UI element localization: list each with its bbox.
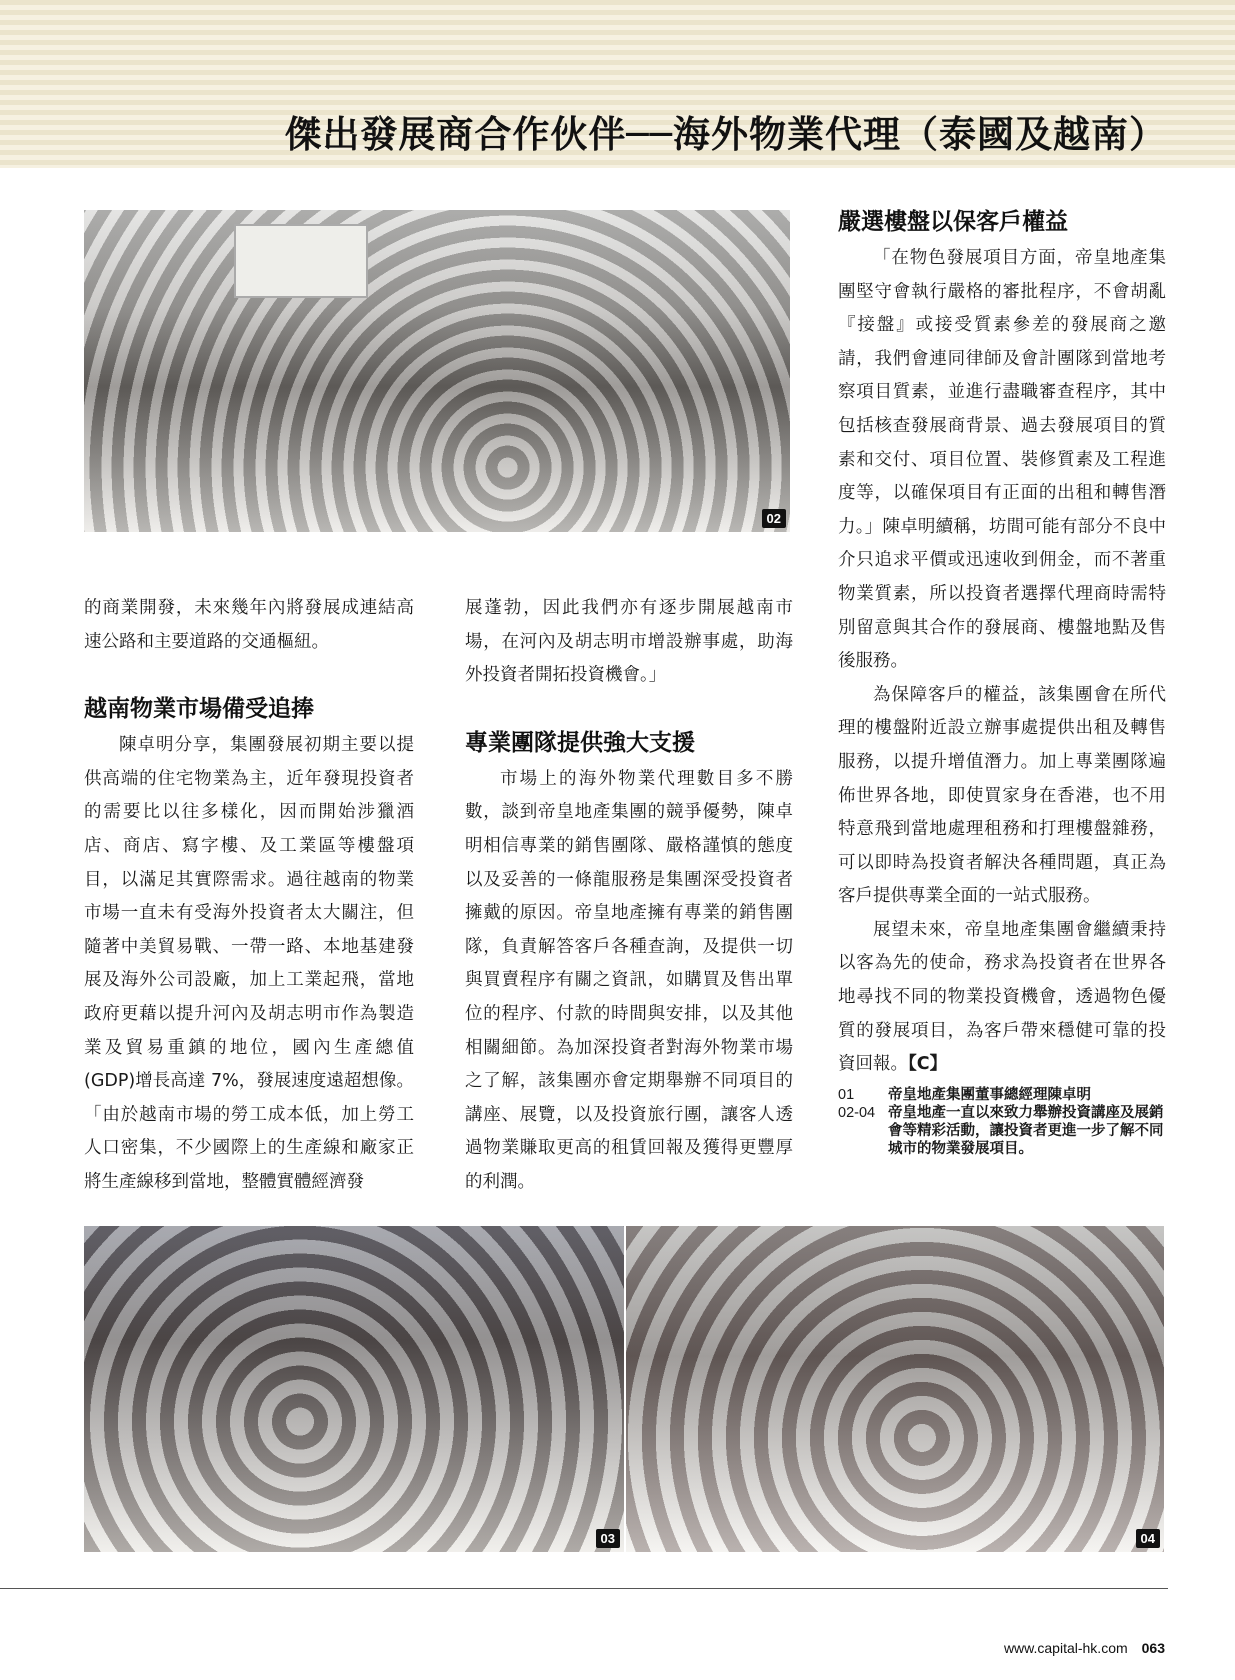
- photo-captions: [838, 1086, 1168, 1158]
- body-paragraph: 市場上的海外物業代理數目多不勝數，談到帝皇地產集團的競爭優勢，陳卓明相信專業的銷售團隊、嚴格謹慎的態度以及妥善的一條龍服務是集團深受投資者擁戴的原因。帝皇地產擁有專業的銷售團隊，負責解答客戶各種查詢，及提供一切與買賣程序有關之資訊，如購買及售出單位的程序、付款的時間與安排，以及其他相關細節。為加深投資者對海外物業市場之了解，該集團亦會定期舉辦不同項目的講座、展覽，以及投資旅行團，讓客人透過物業賺取更高的租賃回報及獲得更豐厚的利潤。: [465, 768, 793, 1192]
- photo-expo-tables-right: [626, 1226, 1164, 1552]
- website-url: www.capital-hk.com: [1003, 1640, 1128, 1656]
- continued-paragraph: 展蓬勃，因此我們亦有逐步開展越南市場，在河內及胡志明市增設辦事處，助海外投資者開拓投資機會。」: [465, 598, 793, 686]
- caption-text: 帝皇地產一直以來致力舉辦投資講座及展銷會等精彩活動，讓投資者更進一步了解不同城市的物業發展項目。: [888, 1105, 1164, 1157]
- closing-text: 展望未來，帝皇地產集團會繼續秉持以客為先的使命，務求為投資者在世界各地尋找不同的物業投資機會，透過物色優質的發展項目，為客戶帶來穩健可靠的投資回報。: [838, 919, 1166, 1075]
- footer-divider: [0, 1588, 1168, 1589]
- page-number: 063: [1141, 1640, 1165, 1656]
- middle-column: [465, 592, 793, 1200]
- caption-row: [838, 1086, 1168, 1104]
- photo-number-badge: 02: [762, 509, 786, 528]
- photo-expo-tables-left: [84, 1226, 624, 1552]
- body-paragraph: [838, 914, 1166, 1082]
- section-heading-selective-listings: 嚴選樓盤以保客戶權益: [838, 209, 1068, 235]
- caption-row: [838, 1104, 1168, 1158]
- caption-text: 帝皇地產集團董事總經理陳卓明: [888, 1087, 1091, 1103]
- continued-paragraph: 的商業開發，未來幾年內將發展成連結高速公路和主要道路的交通樞紐。: [84, 598, 414, 652]
- left-column: [84, 592, 414, 1200]
- body-paragraph: 「在物色發展項目方面，帝皇地產集團堅守會執行嚴格的審批程序，不會胡亂『接盤』或接受質素參差的發展商之邀請，我們會連同律師及會計團隊到當地考察項目質素，並進行盡職審查程序，其中包括核查發展商背景、過去發展項目的質素和交付、項目位置、裝修質素及工程進度等，以確保項目有正面的出租和轉售潛力。」陳卓明續稱，坊間可能有部分不良中介只追求平價或迅速收到佣金，而不著重物業質素，所以投資者選擇代理商時需特別留意與其合作的發展商、樓盤地點及售後服務。: [838, 248, 1166, 672]
- caption-number: 02-04: [838, 1105, 876, 1121]
- photo-number-badge: 04: [1136, 1529, 1160, 1548]
- projection-screen: [234, 224, 368, 298]
- body-paragraph: 陳卓明分享，集團發展初期主要以提供高端的住宅物業為主，近年發現投資者的需要比以往多樣化，因而開始涉獵酒店、商店、寫字樓、及工業區等樓盤項目，以滿足其實際需求。過往越南的物業市場一直未有受海外投資者太大關注，但隨著中美貿易戰、一帶一路、本地基建發展及海外公司設廠，加上工業起飛，當地政府更藉以提升河內及胡志明市作為製造業及貿易重鎮的地位，國內生產總值(GDP)增長高達 7%，發展速度遠超想像。「由於越南市場的勞工成本低，加上勞工人口密集，不少國際上的生產線和廠家正將生產線移到當地，整體實體經濟發: [84, 735, 414, 1192]
- section-heading-vietnam-market: 越南物業市場備受追捧: [84, 696, 314, 723]
- page-title: 傑出發展商合作伙伴──海外物業代理（泰國及越南）: [284, 113, 1167, 156]
- section-heading-professional-team: 專業團隊提供強大支援: [465, 729, 695, 756]
- body-paragraph: 為保障客戶的權益，該集團會在所代理的樓盤附近設立辦事處提供出租及轉售服務，以提升增值潛力。加上專業團隊遍佈世界各地，即使買家身在香港，也不用特意飛到當地處理租務和打理樓盤雜務，可以即時為投資者解決各種問題，真正為客戶提供專業全面的一站式服務。: [838, 684, 1166, 907]
- footer: [1004, 1640, 1165, 1656]
- right-column: [838, 202, 1166, 1082]
- photo-number-badge: 03: [596, 1529, 620, 1548]
- end-mark: 【C】: [908, 1054, 948, 1075]
- photo-seminar-audience: [84, 210, 790, 532]
- caption-number: 01: [838, 1087, 855, 1103]
